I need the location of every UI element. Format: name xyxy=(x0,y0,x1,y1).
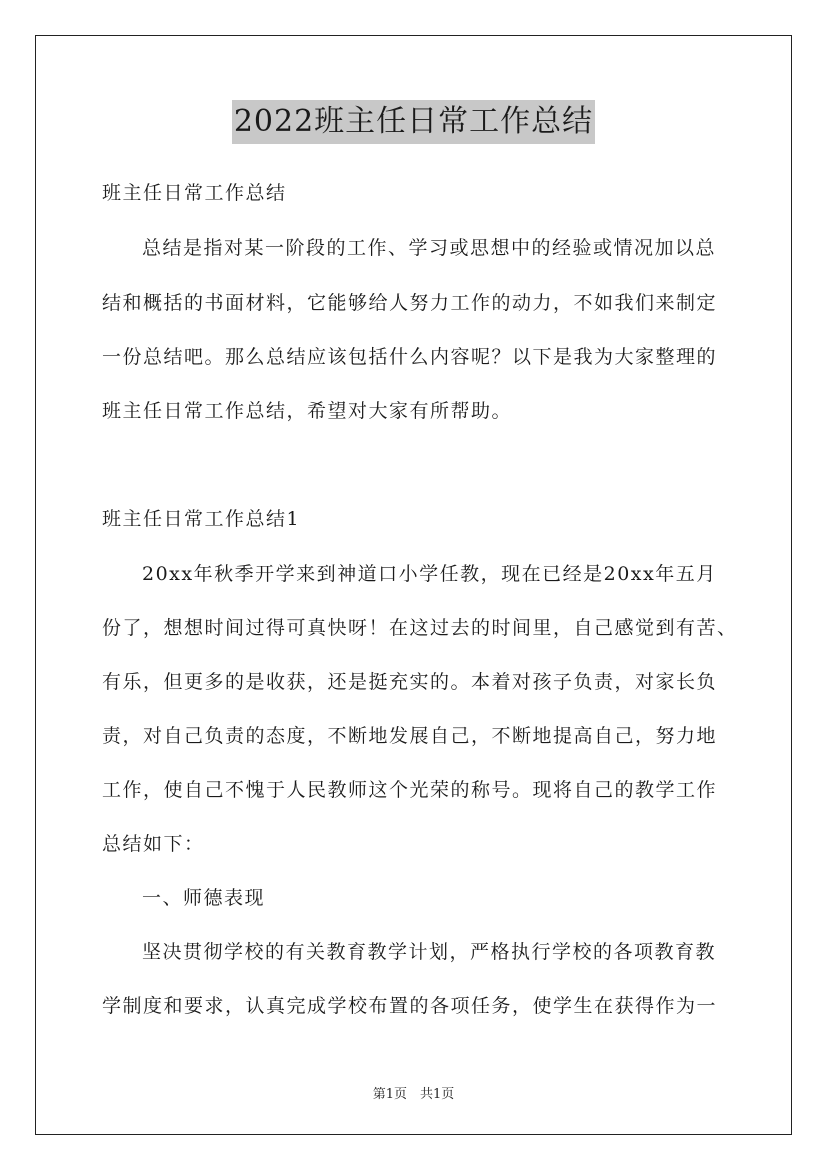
body-line: 学制度和要求，认真完成学校布置的各项任务，使学生在获得作为一 xyxy=(102,995,718,1017)
intro-line: 班主任日常工作总结，希望对大家有所帮助。 xyxy=(102,400,513,422)
page-footer: 第1页 共1页 xyxy=(372,1087,455,1102)
body-line: 工作，使自己不愧于人民教师这个光荣的称号。现将自己的教学工作 xyxy=(102,779,718,801)
body-line: 份了，想想时间过得可真快呀！在这过去的时间里，自己感觉到有苦、 xyxy=(102,617,738,639)
subheading: 一、师德表现 xyxy=(142,887,266,909)
intro-line: 结和概括的书面材料，它能够给人努力工作的动力，不如我们来制定 xyxy=(102,292,718,314)
body-line: 20xx年秋季开学来到神道口小学任教，现在已经是20xx年五月 xyxy=(142,563,717,585)
body-line: 坚决贯彻学校的有关教育教学计划，严格执行学校的各项教育教 xyxy=(142,941,717,963)
body-line: 有乐，但更多的是收获，还是挺充实的。本着对孩子负责，对家长负 xyxy=(102,671,718,693)
body-line: 责，对自己负责的态度，不断地发展自己，不断地提高自己，努力地 xyxy=(102,725,718,747)
document-title: 2022班主任日常工作总结 xyxy=(232,100,595,144)
title-container xyxy=(0,100,827,144)
document-subtitle: 班主任日常工作总结 xyxy=(102,182,287,204)
intro-line: 总结是指对某一阶段的工作、学习或思想中的经验或情况加以总 xyxy=(142,237,717,259)
section-heading: 班主任日常工作总结1 xyxy=(102,508,301,530)
body-line: 总结如下： xyxy=(102,833,205,855)
intro-line: 一份总结吧。那么总结应该包括什么内容呢？以下是我为大家整理的 xyxy=(102,346,718,368)
